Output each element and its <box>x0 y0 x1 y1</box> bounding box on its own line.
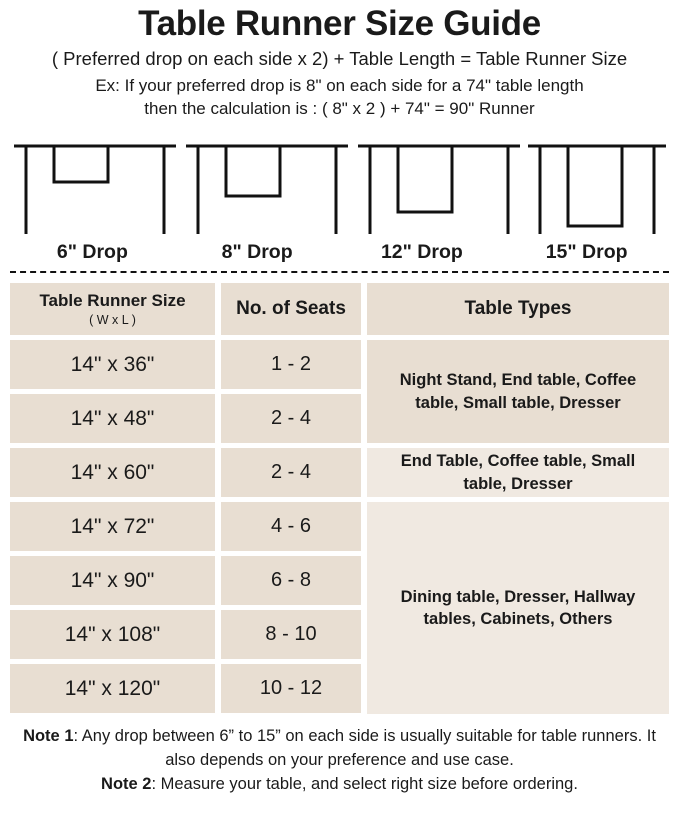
table-row: 10 - 12 <box>221 664 361 713</box>
note-2-text: : Measure your table, and select right size before ordering. <box>151 775 578 794</box>
table-row: 6 - 8 <box>221 556 361 605</box>
table-row: 14" x 108" <box>10 610 215 659</box>
dashed-divider <box>10 271 669 273</box>
example-line-1: Ex: If your preferred drop is 8" on each side for a 74" table length <box>95 76 584 96</box>
drop-label-15: 15" Drop <box>545 241 628 264</box>
drop-label-8: 8" Drop <box>221 241 293 264</box>
table-row: 4 - 6 <box>221 502 361 551</box>
table-row: 14" x 72" <box>10 502 215 551</box>
column-table-types <box>367 283 669 719</box>
table-row: Night Stand, End table, Coffee table, Small table, Dresser <box>367 340 669 443</box>
table-row: 2 - 4 <box>221 394 361 443</box>
page-title: Table Runner Size Guide <box>138 4 541 43</box>
table-row: End Table, Coffee table, Small table, Dresser <box>367 448 669 497</box>
example-line-2: then the calculation is : ( 8" x 2 ) + 74" = 90" Runner <box>144 99 535 119</box>
table-row: 14" x 120" <box>10 664 215 713</box>
note-1-label: Note 1 <box>23 727 74 746</box>
note-1 <box>10 725 669 773</box>
notes-block <box>10 725 669 797</box>
drop-label-12: 12" Drop <box>380 241 463 264</box>
note-1-text: : Any drop between 6” to 15” on each side is usually suitable for table runners. It also depends on your preference and use case. <box>73 727 656 770</box>
drop-label-6: 6" Drop <box>56 241 128 264</box>
size-table <box>10 283 669 719</box>
column-runner-size <box>10 283 215 719</box>
table-row: 14" x 48" <box>10 394 215 443</box>
header-runner-size-sub: ( W x L ) <box>89 312 136 327</box>
table-row: 8 - 10 <box>221 610 361 659</box>
header-table-types: Table Types <box>367 283 669 335</box>
note-2-label: Note 2 <box>101 775 152 794</box>
note-2 <box>10 773 669 797</box>
example-block <box>10 75 669 121</box>
table-row: Dining table, Dresser, Hallway tables, Cabinets, Others <box>367 502 669 714</box>
table-row: 14" x 90" <box>10 556 215 605</box>
header-runner-size-label: Table Runner Size <box>39 291 186 311</box>
drop-diagram <box>10 130 669 240</box>
table-row: 1 - 2 <box>221 340 361 389</box>
formula-line: ( Preferred drop on each side x 2) + Table Length = Table Runner Size <box>51 48 628 70</box>
drop-diagram-svg <box>10 130 669 238</box>
header-seats: No. of Seats <box>221 283 361 335</box>
table-row: 14" x 60" <box>10 448 215 497</box>
table-row: 2 - 4 <box>221 448 361 497</box>
drop-label-row <box>10 241 669 264</box>
header-runner-size <box>10 283 215 335</box>
infographic-page <box>0 4 679 830</box>
table-row: 14" x 36" <box>10 340 215 389</box>
column-seats <box>221 283 361 719</box>
